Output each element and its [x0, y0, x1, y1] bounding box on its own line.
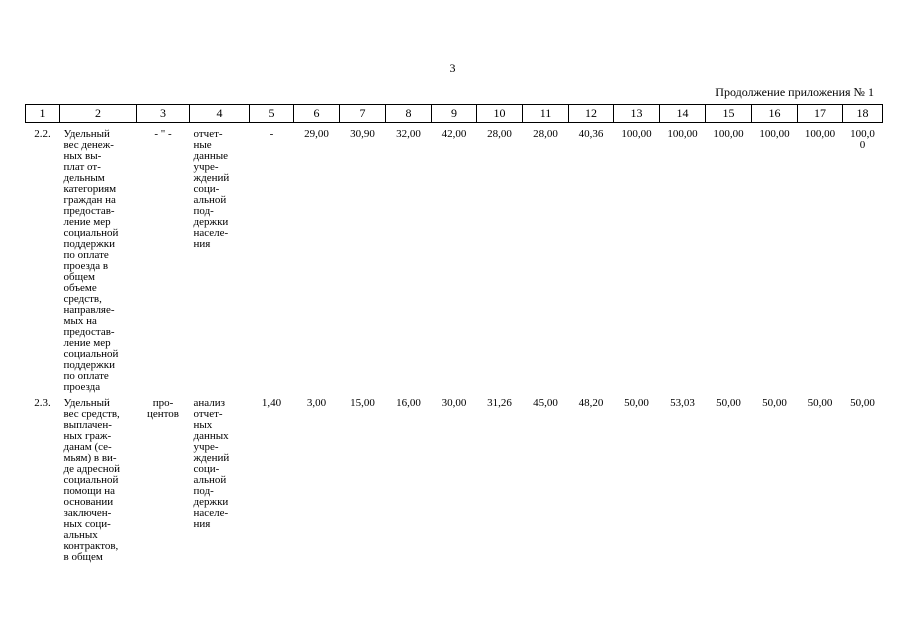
column-header: 15	[706, 105, 752, 123]
value-cell: 50,00	[850, 397, 875, 409]
value-cell: 31,26	[487, 397, 512, 409]
value-cell: 50,00	[624, 397, 649, 409]
column-header: 17	[798, 105, 843, 123]
value-cell: 15,00	[350, 397, 375, 409]
column-header: 8	[386, 105, 432, 123]
value-cell: 32,00	[396, 128, 421, 140]
column-header: 13	[614, 105, 660, 123]
row-number: 2.2.	[34, 128, 51, 140]
value-cell: 30,00	[441, 397, 467, 409]
value-cell: 45,00	[533, 397, 558, 409]
table-row	[26, 393, 883, 563]
unit-cell: - " -	[154, 128, 172, 140]
value-cell: 29,00	[304, 128, 329, 140]
value-cell: 30,90	[350, 128, 375, 140]
value-cell: 50,00	[762, 397, 787, 409]
column-header: 6	[294, 105, 340, 123]
value-cell: 100,0 0	[850, 128, 875, 151]
value-cell: 40,36	[578, 128, 604, 140]
value-cell: 100,00	[667, 128, 698, 140]
column-header: 9	[432, 105, 477, 123]
source-cell: анализ отчет- ных данных учре- ждений соци- альной под- держки населе- ния	[193, 397, 230, 530]
value-cell: 50,00	[716, 397, 741, 409]
value-cell: 100,00	[713, 128, 744, 140]
indicator-name: Удельный вес средств, выплачен- ных граж- данам (се- мьям) в ви- де адресной социальной помощи на основании заключен- ных соци- альных контрактов, в общем	[63, 397, 121, 563]
value-cell: 42,00	[441, 128, 467, 140]
column-header: 10	[477, 105, 523, 123]
value-cell: 100,00	[759, 128, 790, 140]
column-header: 16	[752, 105, 798, 123]
value-cell: 100,00	[804, 128, 836, 140]
column-header: 2	[60, 105, 137, 123]
value-cell: -	[269, 128, 274, 140]
column-header: 5	[250, 105, 294, 123]
table-row	[26, 123, 883, 394]
source-cell: отчет- ные данные учре- ждений соци- альной под- держки населе- ния	[193, 128, 230, 250]
page-number: 3	[449, 61, 456, 75]
column-header: 14	[660, 105, 706, 123]
value-cell: 3,00	[306, 397, 327, 409]
value-cell: 16,00	[396, 397, 421, 409]
value-cell: 100,00	[621, 128, 652, 140]
row-number: 2.3.	[34, 397, 51, 409]
column-header: 7	[340, 105, 386, 123]
column-number-row	[26, 105, 883, 123]
column-header: 12	[569, 105, 614, 123]
column-header: 3	[137, 105, 190, 123]
unit-cell: про- центов	[146, 397, 179, 420]
value-cell: 28,00	[487, 128, 512, 140]
value-cell: 1,40	[261, 397, 282, 409]
indicator-name: Удельный вес денеж- ных вы- плат от- дельным категориям граждан на предостав- ление мер социальной поддержки по оплате проезда в общем объеме средств, направляе- мых на предостав- ление мер социальной поддержки по оплате проезда	[63, 128, 119, 393]
indicators-table	[25, 104, 883, 563]
value-cell: 28,00	[533, 128, 558, 140]
value-cell: 50,00	[807, 397, 833, 409]
column-header: 4	[190, 105, 250, 123]
column-header: 1	[26, 105, 60, 123]
value-cell: 53,03	[670, 397, 695, 409]
value-cell: 48,20	[578, 397, 604, 409]
column-header: 11	[523, 105, 569, 123]
column-header: 18	[843, 105, 883, 123]
appendix-continuation-note: Продолжение приложения № 1	[715, 85, 874, 99]
